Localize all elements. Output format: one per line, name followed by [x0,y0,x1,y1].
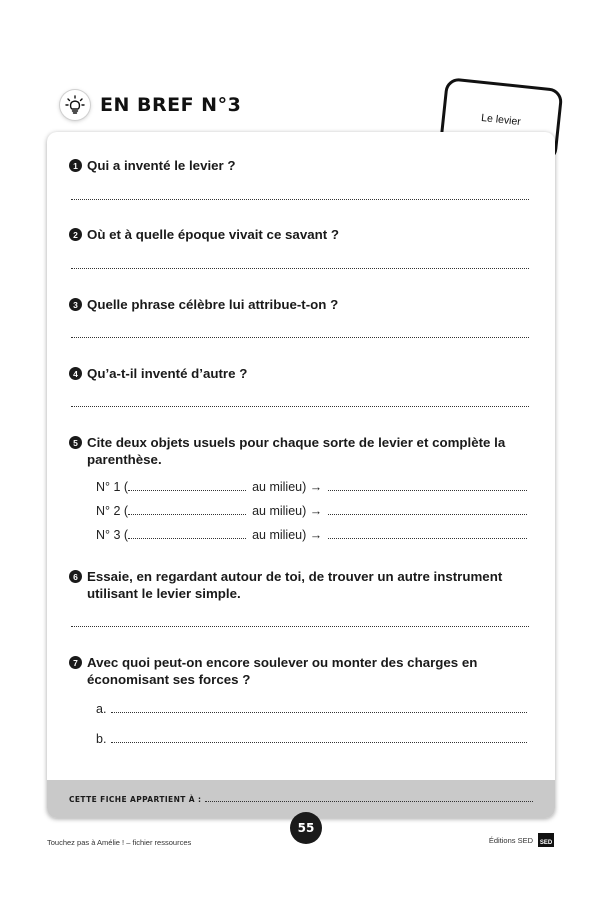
worksheet-header [60,88,241,122]
question-number: 6 [69,570,82,583]
question-number: 5 [69,436,82,449]
owner-name-line[interactable] [205,801,533,802]
question-7 [69,654,531,688]
answer-line[interactable] [71,626,529,627]
publisher [489,833,554,847]
publisher-name: Éditions SED [488,835,533,845]
question-2 [69,226,531,243]
lever-row-middle: au milieu) → [252,480,323,494]
question-text: Quelle phrase célèbre lui attribue-t-on ? [87,297,339,312]
lever-blank-1[interactable] [128,514,246,515]
owner-label: CETTE FICHE APPARTIENT À : [69,794,202,804]
question-number: 4 [69,367,82,380]
lever-row-3 [96,526,527,542]
lever-row-2 [96,502,527,518]
lever-row-middle: au milieu) → [252,528,323,542]
answer-line[interactable] [71,268,529,269]
lever-row-middle: au milieu) → [252,504,323,518]
lever-blank-1[interactable] [128,538,246,539]
question-number: 3 [69,298,82,311]
answer-blank[interactable] [111,712,527,713]
lever-row-prefix: N° 3 ( [96,528,129,542]
answer-row-label: a. [96,702,107,716]
lever-row-prefix: N° 1 ( [96,480,129,494]
lightbulb-icon [65,95,85,115]
question-text: Avec quoi peut-on encore soulever ou monter des charges en économisant ses forces ? [87,655,478,687]
question-text: Cite deux objets usuels pour chaque sorte de levier et complète la parenthèse. [87,435,506,467]
topic-tag-label: Le levier [480,111,522,129]
question-text: Qu’a-t-il inventé d’autre ? [87,366,248,381]
answer-row-b [96,730,527,746]
lever-blank-2[interactable] [328,514,527,515]
question-6 [69,568,531,602]
answer-line[interactable] [71,337,529,338]
question-number: 7 [69,656,82,669]
answer-row-a [96,700,527,716]
question-text: Qui a inventé le levier ? [87,158,236,173]
lightbulb-badge [60,90,90,120]
lever-blank-2[interactable] [328,538,527,539]
page-title: EN BREF N°3 [100,94,242,116]
lever-row-prefix: N° 2 ( [96,504,129,518]
book-credit: Touchez pas à Amélie ! – fichier ressources [47,838,192,847]
lever-blank-1[interactable] [128,490,246,491]
answer-blank[interactable] [111,742,527,743]
question-number: 2 [69,228,82,241]
question-3 [69,296,531,313]
answer-line[interactable] [71,406,529,407]
question-text: Essaie, en regardant autour de toi, de trouver un autre instrument utilisant le levier simple. [87,569,503,601]
worksheet-card [47,132,555,818]
answer-row-label: b. [96,732,107,746]
question-4 [69,365,531,382]
page-number: 55 [290,812,322,844]
question-5 [69,434,531,468]
lever-blank-2[interactable] [328,490,527,491]
question-1 [69,157,531,174]
lever-row-1 [96,478,527,494]
question-text: Où et à quelle époque vivait ce savant ? [87,227,339,242]
question-number: 1 [69,159,82,172]
publisher-logo: SED [538,833,554,847]
answer-line[interactable] [71,199,529,200]
